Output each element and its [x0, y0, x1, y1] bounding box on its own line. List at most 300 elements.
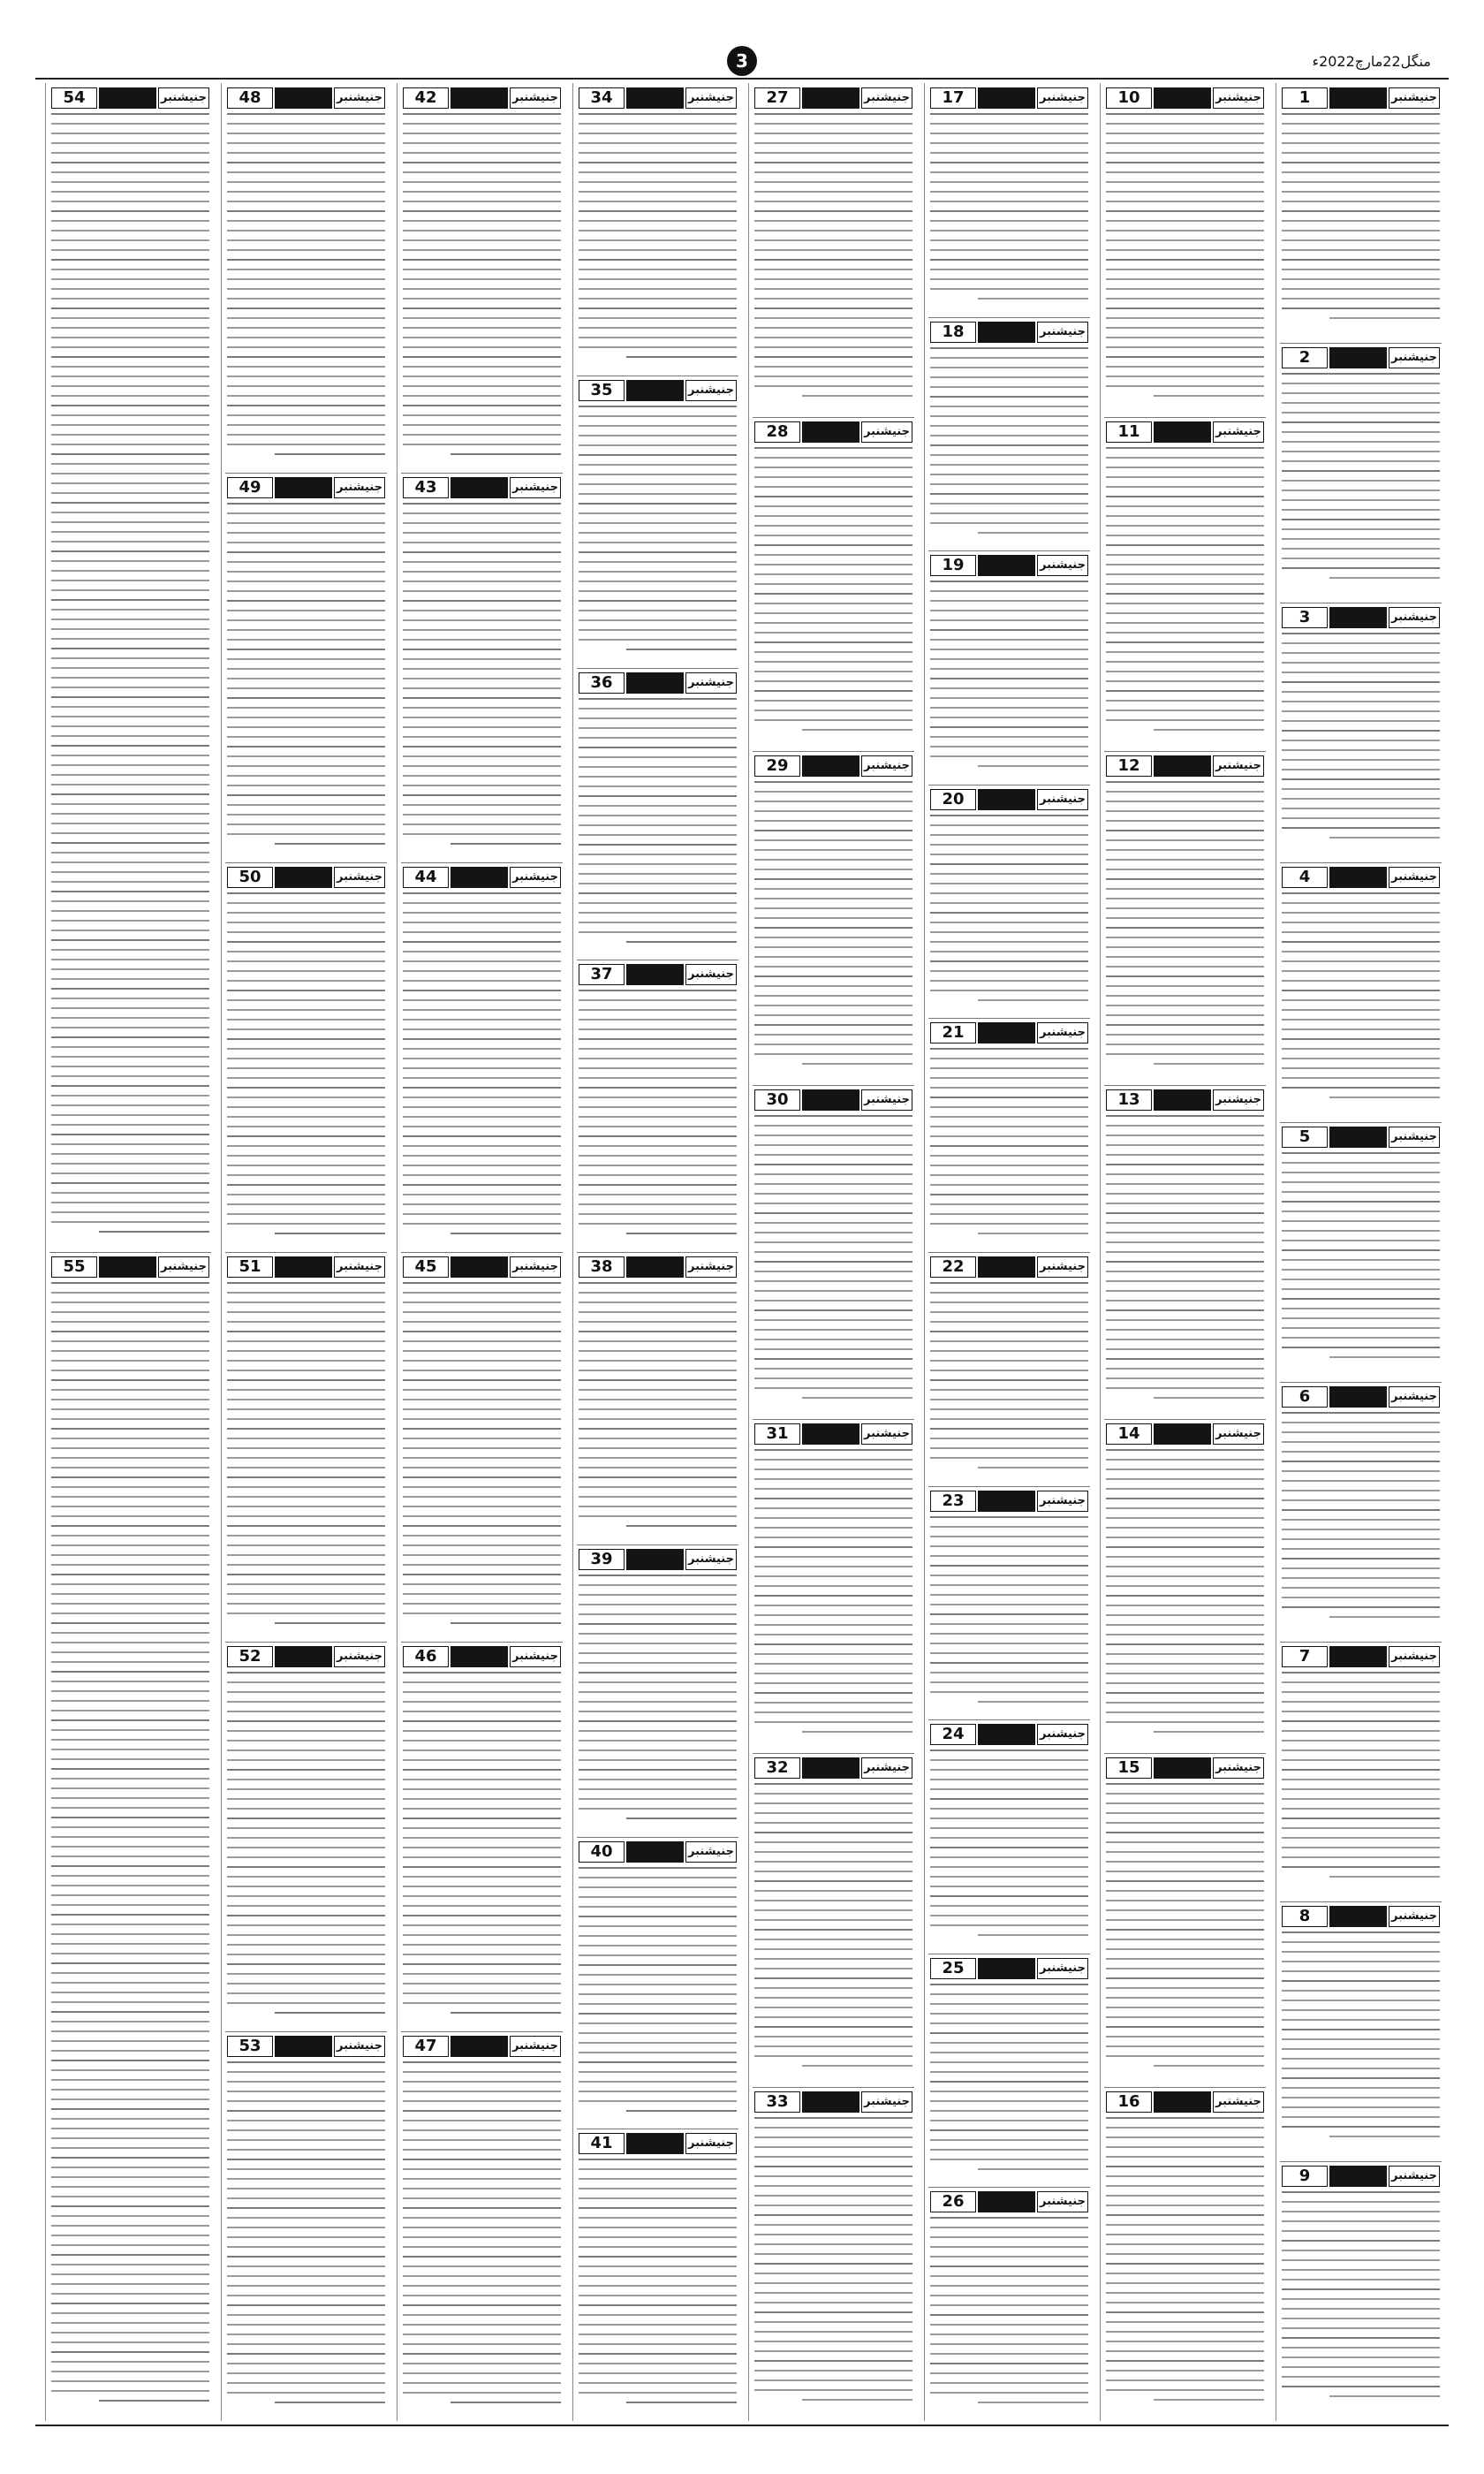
- text-line: [51, 2303, 209, 2304]
- text-line: [403, 1457, 561, 1459]
- text-line: [754, 1822, 912, 1824]
- text-line: [403, 2372, 561, 2374]
- text-line: [579, 1584, 737, 1586]
- text-line: [403, 1895, 561, 1897]
- text-line: [227, 1593, 385, 1595]
- text-line: [51, 1700, 209, 1702]
- text-line: [1282, 2097, 1440, 2098]
- text-line: [403, 687, 561, 689]
- text-line: [1106, 1595, 1264, 1597]
- text-line: [930, 2275, 1088, 2277]
- text-line: [403, 1038, 561, 1040]
- text-line: [403, 210, 561, 212]
- text-line: [1282, 1990, 1440, 1992]
- text-line: [1282, 1769, 1440, 1771]
- notice-heading: [754, 1423, 912, 1446]
- text-line: [1106, 927, 1264, 929]
- item-divider: [1280, 862, 1442, 863]
- text-line: [403, 1389, 561, 1391]
- text-line: [754, 1987, 912, 1989]
- text-line: [930, 1379, 1088, 1381]
- notice-label: جنیشنبر: [685, 2133, 737, 2154]
- text-line: [1282, 2126, 1440, 2128]
- text-line: [930, 1575, 1088, 1576]
- notice-heading: [1106, 421, 1264, 444]
- text-line: [579, 2353, 737, 2355]
- text-line: [579, 123, 737, 125]
- text-line: [1282, 1067, 1440, 1069]
- text-line: [579, 1389, 737, 1391]
- notice-body-text: [754, 113, 912, 412]
- text-line: [403, 1145, 561, 1147]
- text-line: [1282, 1191, 1440, 1193]
- text-line: [227, 1749, 385, 1751]
- text-line: [930, 123, 1088, 125]
- text-line: [1106, 632, 1264, 634]
- text-line: [1282, 2019, 1440, 2021]
- text-line: [403, 230, 561, 231]
- text-line: [403, 259, 561, 261]
- text-line: [403, 1087, 561, 1089]
- text-line: [450, 1233, 561, 1234]
- text-line: [1154, 2065, 1264, 2067]
- text-line: [403, 1544, 561, 1546]
- text-line: [1106, 1377, 1264, 1379]
- text-line: [754, 1488, 912, 1490]
- text-line: [1282, 1866, 1440, 1868]
- text-line: [51, 1379, 209, 1381]
- text-line: [403, 736, 561, 738]
- text-line: [51, 521, 209, 523]
- text-line: [754, 690, 912, 692]
- notice-body-text: [754, 1783, 912, 2082]
- text-line: [403, 1058, 561, 1059]
- notice-number: 42: [403, 87, 449, 109]
- text-line: [930, 668, 1088, 670]
- text-line: [1329, 2136, 1440, 2137]
- text-line: [1106, 1271, 1264, 1272]
- text-line: [754, 1556, 912, 1558]
- text-line: [754, 2136, 912, 2138]
- text-line: [1282, 1818, 1440, 1819]
- text-line: [930, 639, 1088, 641]
- text-line: [51, 2341, 209, 2343]
- text-line: [754, 269, 912, 270]
- text-line: [227, 668, 385, 670]
- text-line: [51, 1292, 209, 1294]
- text-line: [403, 2217, 561, 2219]
- text-line: [754, 1634, 912, 1635]
- text-line: [1282, 548, 1440, 550]
- text-line: [579, 2091, 737, 2092]
- text-line: [1106, 671, 1264, 672]
- text-line: [579, 1964, 737, 1966]
- text-line: [403, 1983, 561, 1985]
- text-line: [51, 1360, 209, 1362]
- text-line: [930, 1370, 1088, 1371]
- text-line: [930, 834, 1088, 836]
- text-line: [1282, 691, 1440, 693]
- notice-label: جنیشنبر: [1213, 2091, 1264, 2113]
- text-line: [51, 405, 209, 406]
- text-line: [754, 123, 912, 125]
- text-line: [579, 1954, 737, 1956]
- text-line: [1106, 210, 1264, 212]
- notice-number: 37: [579, 964, 625, 985]
- text-line: [1106, 1919, 1264, 1921]
- text-line: [579, 346, 737, 348]
- text-line: [227, 288, 385, 290]
- text-line: [51, 2244, 209, 2246]
- notice-body-text: [930, 1516, 1088, 1715]
- text-line: [930, 2392, 1088, 2394]
- text-line: [1282, 759, 1440, 761]
- text-line: [1282, 383, 1440, 384]
- text-line: [1282, 392, 1440, 394]
- text-line: [51, 1211, 209, 1213]
- text-line: [1106, 191, 1264, 193]
- text-line: [579, 2314, 737, 2316]
- text-line: [1282, 567, 1440, 569]
- text-line: [1106, 1880, 1264, 1882]
- text-line: [227, 1905, 385, 1907]
- text-line: [227, 1223, 385, 1225]
- text-line: [579, 337, 737, 338]
- notice-item: [930, 1256, 1088, 1483]
- text-line: [403, 1613, 561, 1614]
- text-line: [227, 1370, 385, 1371]
- text-line: [227, 1155, 385, 1157]
- text-line: [802, 2065, 912, 2067]
- text-line: [1282, 980, 1440, 982]
- text-line: [1282, 701, 1440, 702]
- text-line: [51, 1056, 209, 1058]
- text-line: [403, 1223, 561, 1225]
- text-line: [579, 815, 737, 816]
- text-line: [1282, 2106, 1440, 2108]
- text-line: [51, 1894, 209, 1896]
- text-line: [1282, 681, 1440, 683]
- notice-body-text: [579, 2159, 737, 2416]
- notice-number: 50: [227, 867, 273, 888]
- text-line: [1106, 1309, 1264, 1311]
- text-line: [1106, 719, 1264, 721]
- text-line: [754, 1300, 912, 1302]
- text-line: [227, 1302, 385, 1303]
- text-line: [579, 785, 737, 787]
- text-line: [579, 1779, 737, 1780]
- text-line: [227, 2149, 385, 2151]
- text-line: [403, 2392, 561, 2394]
- text-line: [1282, 2211, 1440, 2212]
- text-line: [51, 560, 209, 562]
- notice-label: جنیشنبر: [1389, 1646, 1440, 1667]
- text-line: [403, 2343, 561, 2345]
- item-divider: [928, 317, 1090, 318]
- notice-label: جنیشنبر: [334, 477, 385, 498]
- item-divider: [928, 1486, 1090, 1487]
- text-line: [403, 610, 561, 611]
- text-line: [403, 444, 561, 445]
- notice-label: جنیشنبر: [685, 1841, 737, 1863]
- text-line: [227, 785, 385, 786]
- text-line: [227, 2236, 385, 2238]
- notice-body-text: [403, 503, 561, 857]
- text-line: [579, 1496, 737, 1498]
- text-line: [754, 878, 912, 880]
- notice-label: جنیشنبر: [1037, 1491, 1088, 1512]
- text-line: [403, 2178, 561, 2180]
- text-line: [1282, 740, 1440, 741]
- text-line: [1282, 1941, 1440, 1943]
- text-line: [51, 502, 209, 504]
- text-line: [51, 842, 209, 844]
- notice-heading-bar: [1154, 1423, 1211, 1445]
- text-line: [227, 1087, 385, 1089]
- text-line: [930, 951, 1088, 952]
- text-line: [754, 191, 912, 193]
- text-line: [1154, 1397, 1264, 1399]
- text-line: [1282, 827, 1440, 829]
- text-line: [930, 600, 1088, 602]
- notice-number: 52: [227, 1646, 273, 1667]
- notice-item: [51, 87, 209, 1248]
- text-line: [579, 912, 737, 914]
- text-line: [227, 142, 385, 144]
- text-line: [403, 668, 561, 670]
- text-line: [51, 1787, 209, 1789]
- text-line: [1282, 1691, 1440, 1693]
- text-line: [1106, 1478, 1264, 1480]
- text-line: [1329, 317, 1440, 319]
- text-line: [930, 142, 1088, 144]
- text-line: [227, 1184, 385, 1186]
- text-line: [579, 1282, 737, 1284]
- text-line: [227, 2353, 385, 2355]
- text-line: [403, 1116, 561, 1118]
- text-line: [930, 171, 1088, 173]
- text-line: [754, 2341, 912, 2342]
- text-line: [754, 1261, 912, 1263]
- notice-label: جنیشنبر: [1389, 1127, 1440, 1148]
- text-line: [227, 1038, 385, 1040]
- text-line: [754, 573, 912, 575]
- notice-item: [403, 866, 561, 1248]
- text-line: [1106, 791, 1264, 793]
- text-line: [51, 434, 209, 436]
- text-line: [227, 1067, 385, 1069]
- text-line: [51, 920, 209, 922]
- notice-body-text: [754, 1115, 912, 1414]
- text-line: [754, 1721, 912, 1723]
- text-line: [930, 980, 1088, 982]
- notice-heading-bar: [1329, 867, 1387, 888]
- text-line: [227, 1915, 385, 1916]
- text-line: [227, 542, 385, 543]
- text-line: [754, 2214, 912, 2216]
- text-line: [51, 861, 209, 863]
- text-line: [930, 1077, 1088, 1079]
- text-line: [754, 152, 912, 154]
- text-line: [403, 1574, 561, 1575]
- text-line: [1282, 1259, 1440, 1261]
- text-line: [1106, 564, 1264, 565]
- text-line: [403, 2139, 561, 2141]
- notice-heading-bar: [1154, 755, 1211, 777]
- text-line: [1282, 710, 1440, 712]
- text-line: [930, 697, 1088, 699]
- notice-heading: [227, 1256, 385, 1279]
- text-line: [754, 1222, 912, 1224]
- text-line: [51, 1729, 209, 1731]
- text-line: [930, 2334, 1088, 2335]
- text-line: [51, 113, 209, 115]
- text-line: [579, 2334, 737, 2335]
- text-line: [403, 2353, 561, 2355]
- text-line: [579, 2071, 737, 2073]
- text-line: [51, 2137, 209, 2139]
- text-line: [579, 2207, 737, 2209]
- notice-item: [754, 87, 912, 414]
- notice-body-text: [1282, 633, 1440, 857]
- text-line: [579, 1720, 737, 1722]
- text-line: [403, 1681, 561, 1683]
- notice-item: [1106, 1089, 1264, 1415]
- notice-body-text: [1282, 892, 1440, 1117]
- text-line: [227, 327, 385, 329]
- text-line: [227, 1331, 385, 1332]
- text-line: [930, 367, 1088, 368]
- text-line: [51, 1095, 209, 1097]
- text-line: [1106, 781, 1264, 783]
- text-line: [51, 1613, 209, 1614]
- text-line: [51, 376, 209, 377]
- text-line: [1106, 1614, 1264, 1616]
- text-line: [1106, 1053, 1264, 1055]
- text-line: [51, 191, 209, 193]
- text-line: [51, 220, 209, 222]
- item-divider: [577, 1544, 738, 1545]
- text-line: [227, 2071, 385, 2073]
- text-line: [403, 1282, 561, 1284]
- text-line: [579, 1019, 737, 1021]
- text-line: [930, 415, 1088, 417]
- text-line: [403, 2295, 561, 2296]
- text-line: [1282, 788, 1440, 790]
- text-line: [1106, 1358, 1264, 1360]
- text-line: [754, 1005, 912, 1006]
- text-line: [754, 162, 912, 163]
- text-line: [51, 171, 209, 173]
- text-line: [579, 406, 737, 407]
- text-line: [403, 278, 561, 280]
- notice-item: [930, 554, 1088, 781]
- text-line: [930, 2343, 1088, 2345]
- text-line: [51, 881, 209, 883]
- text-line: [227, 191, 385, 193]
- notice-label: جنیشنبر: [334, 2036, 385, 2057]
- text-line: [930, 444, 1088, 446]
- text-line: [1106, 1527, 1264, 1529]
- text-line: [579, 2343, 737, 2345]
- text-line: [51, 1321, 209, 1323]
- notice-label: جنیشنبر: [334, 867, 385, 888]
- text-line: [754, 2243, 912, 2245]
- text-line: [754, 2205, 912, 2206]
- text-line: [1282, 1970, 1440, 1972]
- page-header: [35, 42, 1449, 78]
- notice-number: 18: [930, 322, 976, 343]
- text-line: [51, 1817, 209, 1818]
- text-line: [227, 220, 385, 222]
- text-line: [579, 2392, 737, 2394]
- notice-heading-bar: [802, 1757, 859, 1779]
- notice-heading: [579, 1256, 737, 1279]
- text-line: [227, 1447, 385, 1449]
- text-line: [227, 1418, 385, 1420]
- notice-heading-bar: [1329, 1646, 1387, 1667]
- text-line: [579, 873, 737, 875]
- text-line: [930, 873, 1088, 875]
- text-line: [754, 583, 912, 585]
- text-line: [1106, 2292, 1264, 2294]
- text-line: [930, 425, 1088, 427]
- news-column: [221, 83, 390, 2421]
- text-line: [754, 1014, 912, 1016]
- text-line: [227, 804, 385, 806]
- text-line: [403, 2149, 561, 2151]
- text-line: [51, 774, 209, 776]
- text-line: [1282, 652, 1440, 654]
- text-line: [754, 810, 912, 812]
- text-line: [579, 863, 737, 865]
- text-line: [579, 220, 737, 222]
- text-line: [1282, 902, 1440, 904]
- text-line: [930, 1856, 1088, 1858]
- text-line: [51, 1525, 209, 1527]
- text-line: [930, 1545, 1088, 1547]
- text-line: [1106, 1043, 1264, 1045]
- text-line: [579, 230, 737, 231]
- text-line: [51, 725, 209, 727]
- text-line: [51, 1506, 209, 1507]
- notice-label: جنیشنبر: [1037, 2191, 1088, 2212]
- text-line: [1106, 317, 1264, 319]
- notice-heading: [1106, 755, 1264, 778]
- text-line: [51, 2098, 209, 2100]
- text-line: [1106, 839, 1264, 841]
- notice-heading: [1282, 1645, 1440, 1668]
- text-line: [754, 133, 912, 134]
- text-line: [930, 1340, 1088, 1342]
- text-line: [1282, 990, 1440, 991]
- text-line: [930, 1516, 1088, 1518]
- text-line: [754, 278, 912, 280]
- text-line: [1282, 720, 1440, 722]
- text-line: [754, 1643, 912, 1645]
- text-line: [978, 1467, 1088, 1468]
- text-line: [754, 995, 912, 997]
- text-line: [403, 1340, 561, 1342]
- text-line: [579, 1116, 737, 1118]
- notice-body-text: [51, 113, 209, 1247]
- text-line: [930, 824, 1088, 826]
- text-line: [403, 414, 561, 416]
- text-line: [754, 366, 912, 368]
- text-line: [51, 2273, 209, 2275]
- text-line: [754, 1929, 912, 1931]
- text-line: [227, 2129, 385, 2131]
